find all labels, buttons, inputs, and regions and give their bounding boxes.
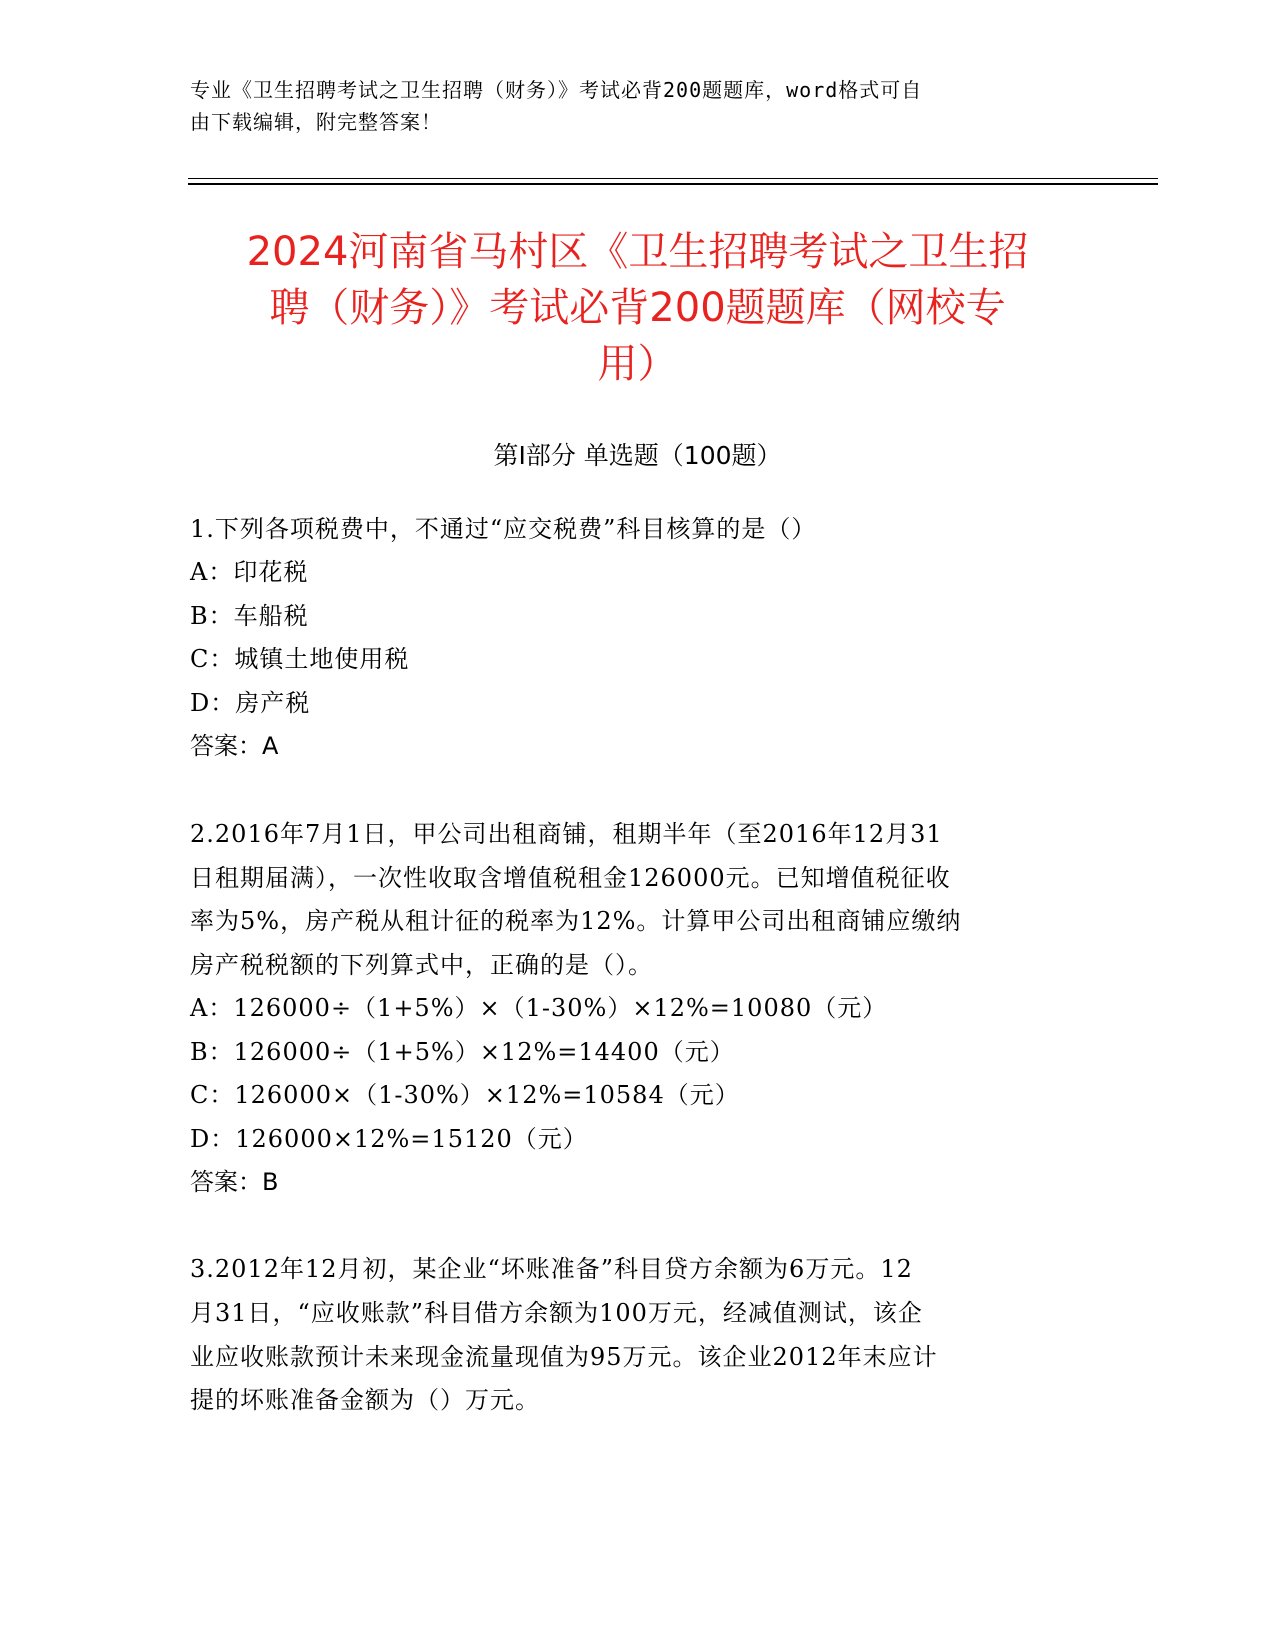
question-stem: 月31日，“应收账款”科目借方余额为100万元，经减值测试，该企 <box>190 1299 923 1327</box>
title-line: 用） <box>597 341 678 387</box>
question-stem: 率为5%，房产税从租计征的税率为12%。计算甲公司出租商铺应缴纳 <box>190 907 962 935</box>
option-d: D：房产税 <box>190 689 311 717</box>
title-line: 聘（财务）》考试必背200题题库（网校专 <box>269 285 1006 331</box>
title-line: 2024河南省马村区《卫生招聘考试之卫生招 <box>246 229 1029 275</box>
header-note-line: 由下载编辑，附完整答案！ <box>190 110 442 134</box>
question-stem: 提的坏账准备金额为（）万元。 <box>190 1386 540 1414</box>
option-a: A：126000÷（1+5%）×（1-30%）×12%=10080（元） <box>190 994 888 1022</box>
option-a: A：印花税 <box>190 558 309 586</box>
question-stem: 2.2016年7月1日，甲公司出租商铺，租期半年（至2016年12月31 <box>190 820 943 848</box>
answer-label: 答案：A <box>190 732 279 760</box>
option-d: D：126000×12%=15120（元） <box>190 1125 588 1153</box>
option-c: C：城镇土地使用税 <box>190 645 410 673</box>
question-stem: 日租期届满），一次性收取含增值税租金126000元。已知增值税征收 <box>190 864 951 892</box>
question-stem: 房产税税额的下列算式中，正确的是（）。 <box>190 951 653 979</box>
header-divider <box>188 183 1158 185</box>
header-note-line: 专业《卫生招聘考试之卫生招聘（财务）》考试必背200题题库，word格式可自 <box>190 78 923 102</box>
header-divider <box>188 178 1158 179</box>
question-stem: 3.2012年12月初，某企业“坏账准备”科目贷方余额为6万元。12 <box>190 1255 913 1283</box>
question-stem: 业应收账款预计未来现金流量现值为95万元。该企业2012年末应计 <box>190 1343 938 1371</box>
question-stem: 1.下列各项税费中，不通过“应交税费”科目核算的是（） <box>190 515 817 543</box>
option-b: B：车船税 <box>190 602 309 630</box>
option-b: B：126000÷（1+5%）×12%=14400（元） <box>190 1038 735 1066</box>
header-note <box>190 74 1070 138</box>
option-c: C：126000×（1-30%）×12%=10584（元） <box>190 1081 740 1109</box>
section-heading: 第Ⅰ部分 单选题（100题） <box>493 441 782 470</box>
answer-label: 答案：B <box>190 1168 279 1196</box>
document-title <box>150 224 1125 392</box>
